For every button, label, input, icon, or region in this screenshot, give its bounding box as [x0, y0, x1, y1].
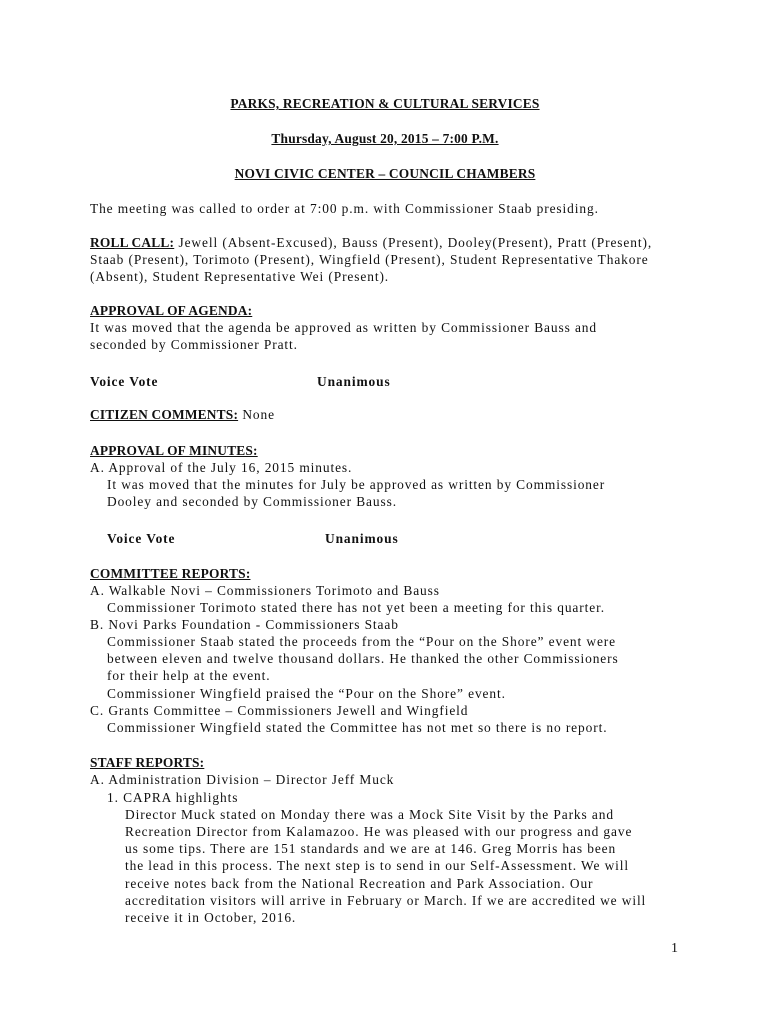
committee-b-title: B. Novi Parks Foundation - Commissioners Staab	[90, 617, 399, 632]
committee-a-title: A. Walkable Novi – Commissioners Torimoto and Bauss	[90, 583, 440, 598]
committee-b-line-1: Commissioner Staab stated the proceeds from the “Pour on the Shore” event were	[107, 634, 616, 649]
roll-call-label: ROLL CALL:	[90, 235, 175, 250]
citizen-comments-value: None	[238, 407, 275, 422]
staff-a-title: A. Administration Division – Director Jeff Muck	[90, 772, 395, 787]
committee-a-line-1: Commissioner Torimoto stated there has not yet been a meeting for this quarter.	[107, 600, 605, 615]
citizen-comments-label: CITIZEN COMMENTS:	[90, 407, 239, 422]
roll-call-line-3: (Absent), Student Representative Wei (Present).	[90, 269, 390, 284]
roll-call-text-1: Jewell (Absent-Excused), Bauss (Present), Dooley(Present), Pratt (Present),	[174, 235, 653, 250]
committee-c-title: C. Grants Committee – Commissioners Jewell and Wingfield	[90, 703, 469, 718]
staff-line: Director Muck stated on Monday there was a Mock Site Visit by the Parks and	[125, 807, 614, 822]
approval-agenda-heading: APPROVAL OF AGENDA:	[90, 303, 253, 318]
committee-b-line-4: Commissioner Wingfield praised the “Pour on the Shore” event.	[107, 686, 506, 701]
meeting-date: Thursday, August 20, 2015 – 7:00 P.M.	[271, 131, 499, 146]
committee-c-line-1: Commissioner Wingfield stated the Committee has not met so there is no report.	[107, 720, 608, 735]
citizen-comments	[90, 406, 275, 423]
approval-minutes-heading: APPROVAL OF MINUTES:	[90, 443, 258, 458]
staff-line: us some tips. There are 151 standards and we are at 146. Greg Morris has been	[125, 841, 617, 856]
staff-line: accreditation visitors will arrive in February or March. If we are accredited we will	[125, 893, 647, 908]
minutes-vote-label: Voice Vote	[107, 531, 176, 546]
staff-line: the lead in this process. The next step is to send in our Self-Assessment. We will	[125, 858, 630, 873]
approval-minutes-line-2: Dooley and seconded by Commissioner Bauss.	[107, 494, 397, 509]
opening-statement: The meeting was called to order at 7:00 p.m. with Commissioner Staab presiding.	[90, 201, 599, 216]
staff-line: Recreation Director from Kalamazoo. He was pleased with our progress and gave	[125, 824, 633, 839]
approval-agenda-line-1: It was moved that the agenda be approved as written by Commissioner Bauss and	[90, 320, 597, 335]
approval-minutes-line-1: It was moved that the minutes for July be approved as written by Commissioner	[107, 477, 606, 492]
agenda-vote-label: Voice Vote	[90, 374, 159, 389]
roll-call-line-1	[90, 234, 652, 251]
committee-reports-heading: COMMITTEE REPORTS:	[90, 566, 251, 581]
staff-line: receive it in October, 2016.	[125, 910, 297, 925]
staff-reports-heading: STAFF REPORTS:	[90, 755, 205, 770]
approval-agenda-line-2: seconded by Commissioner Pratt.	[90, 337, 298, 352]
page-number: 1	[671, 941, 678, 956]
committee-b-line-3: for their help at the event.	[107, 668, 271, 683]
approval-minutes-item: A. Approval of the July 16, 2015 minutes.	[90, 460, 353, 475]
roll-call-line-2: Staab (Present), Torimoto (Present), Wingfield (Present), Student Representative Thakore	[90, 252, 649, 267]
document-title: PARKS, RECREATION & CULTURAL SERVICES	[230, 96, 540, 111]
meeting-location: NOVI CIVIC CENTER – COUNCIL CHAMBERS	[234, 166, 536, 181]
agenda-vote-result: Unanimous	[317, 374, 391, 389]
committee-b-line-2: between eleven and twelve thousand dollars. He thanked the other Commissioners	[107, 651, 619, 666]
staff-item-1: 1. CAPRA highlights	[107, 790, 239, 805]
minutes-vote-result: Unanimous	[325, 531, 399, 546]
staff-line: receive notes back from the National Recreation and Park Association. Our	[125, 876, 594, 891]
